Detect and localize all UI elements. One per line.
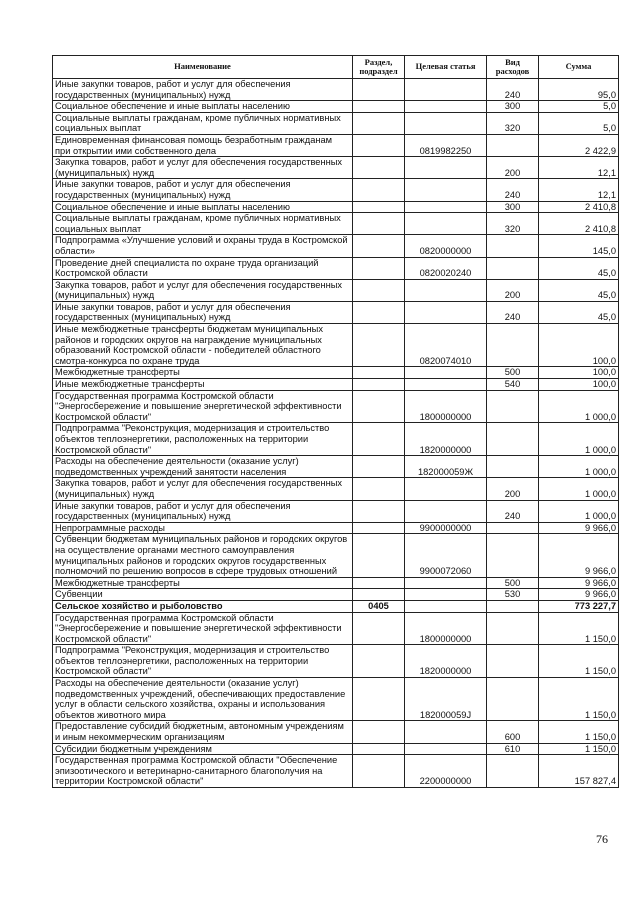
row-sum: 95,0 (539, 79, 619, 101)
header-kind: Вид расходов (487, 56, 539, 79)
table-row (53, 301, 619, 323)
row-kind: 240 (487, 179, 539, 201)
row-name: Межбюджетные трансферты (53, 367, 353, 379)
row-kind (487, 522, 539, 534)
table-row (53, 213, 619, 235)
table-row (53, 279, 619, 301)
row-target (405, 112, 487, 134)
row-sum: 9 966,0 (539, 534, 619, 577)
row-name: Иные закупки товаров, работ и услуг для обеспечения государственных (муниципальных) нужд (53, 79, 353, 101)
table-row (53, 157, 619, 179)
row-sum: 5,0 (539, 112, 619, 134)
row-kind (487, 390, 539, 423)
row-target: 0819982250 (405, 134, 487, 156)
row-name: Закупка товаров, работ и услуг для обеспечения государственных (муниципальных) нужд (53, 157, 353, 179)
row-sum: 1 000,0 (539, 456, 619, 478)
row-target: 1820000000 (405, 645, 487, 678)
header-target: Целевая статья (405, 56, 487, 79)
row-target: 0820074010 (405, 324, 487, 367)
row-section (353, 235, 405, 257)
table-row (53, 577, 619, 589)
header-section: Раздел, подраздел (353, 56, 405, 79)
row-target (405, 301, 487, 323)
budget-table (52, 55, 619, 788)
row-section (353, 577, 405, 589)
row-name: Иные закупки товаров, работ и услуг для обеспечения государственных (муниципальных) нужд (53, 301, 353, 323)
row-target (405, 367, 487, 379)
row-section (353, 534, 405, 577)
row-sum: 1 150,0 (539, 678, 619, 721)
row-kind (487, 423, 539, 456)
row-kind: 320 (487, 112, 539, 134)
row-name: Непрограммные расходы (53, 522, 353, 534)
row-sum: 1 000,0 (539, 390, 619, 423)
row-section (353, 721, 405, 743)
row-target (405, 179, 487, 201)
row-sum: 1 150,0 (539, 743, 619, 755)
row-sum: 1 000,0 (539, 478, 619, 500)
row-name: Закупка товаров, работ и услуг для обеспечения государственных (муниципальных) нужд (53, 478, 353, 500)
row-kind: 240 (487, 79, 539, 101)
budget-table-container (52, 55, 618, 788)
table-row (53, 522, 619, 534)
row-target (405, 79, 487, 101)
row-name: Иные межбюджетные трансферты (53, 379, 353, 391)
row-name: Предоставление субсидий бюджетным, автономным учреждениям и иным некоммерческим организациям (53, 721, 353, 743)
row-name: Подпрограмма "Реконструкция, модернизация и строительство объектов теплоэнергетики, расположенных на территории Костромской области" (53, 645, 353, 678)
table-row (53, 600, 619, 612)
row-target (405, 721, 487, 743)
table-row (53, 179, 619, 201)
row-name: Социальное обеспечение и иные выплаты населению (53, 101, 353, 113)
row-name: Иные закупки товаров, работ и услуг для обеспечения государственных (муниципальных) нужд (53, 179, 353, 201)
row-section (353, 179, 405, 201)
row-kind (487, 134, 539, 156)
row-kind: 530 (487, 589, 539, 601)
row-name: Субвенции (53, 589, 353, 601)
table-row (53, 390, 619, 423)
row-kind: 200 (487, 157, 539, 179)
table-row (53, 534, 619, 577)
row-section (353, 743, 405, 755)
row-name: Межбюджетные трансферты (53, 577, 353, 589)
row-kind: 600 (487, 721, 539, 743)
row-target: 1820000000 (405, 423, 487, 456)
table-row (53, 379, 619, 391)
row-section (353, 201, 405, 213)
table-row (53, 743, 619, 755)
row-kind: 200 (487, 478, 539, 500)
header-sum: Сумма (539, 56, 619, 79)
table-row (53, 500, 619, 522)
table-row (53, 755, 619, 788)
row-kind (487, 324, 539, 367)
row-target: 0820020240 (405, 257, 487, 279)
row-name: Социальные выплаты гражданам, кроме публичных нормативных социальных выплат (53, 213, 353, 235)
row-name: Иные межбюджетные трансферты бюджетам муниципальных районов и городских округов на награждение муниципальных образований Костромской области - победителей областного смотра-конкурса по охране труда (53, 324, 353, 367)
row-section (353, 589, 405, 601)
row-name: Подпрограмма "Реконструкция, модернизация и строительство объектов теплоэнергетики, расположенных на территории Костромской области" (53, 423, 353, 456)
table-row (53, 589, 619, 601)
row-kind: 240 (487, 301, 539, 323)
row-name: Расходы на обеспечение деятельности (оказание услуг) подведомственных учреждений занятости населения (53, 456, 353, 478)
row-name: Социальное обеспечение и иные выплаты населению (53, 201, 353, 213)
row-section (353, 101, 405, 113)
row-sum: 9 966,0 (539, 522, 619, 534)
row-target (405, 201, 487, 213)
row-sum: 5,0 (539, 101, 619, 113)
row-kind (487, 257, 539, 279)
row-name: Проведение дней специалиста по охране труда организаций Костромской области (53, 257, 353, 279)
row-section (353, 379, 405, 391)
row-target (405, 379, 487, 391)
row-sum: 9 966,0 (539, 577, 619, 589)
row-name: Подпрограмма «Улучшение условий и охраны труда в Костромской области» (53, 235, 353, 257)
row-sum: 157 827,4 (539, 755, 619, 788)
row-sum: 1 000,0 (539, 423, 619, 456)
table-row (53, 456, 619, 478)
table-row (53, 112, 619, 134)
row-name: Социальные выплаты гражданам, кроме публичных нормативных социальных выплат (53, 112, 353, 134)
row-name: Закупка товаров, работ и услуг для обеспечения государственных (муниципальных) нужд (53, 279, 353, 301)
row-kind: 610 (487, 743, 539, 755)
table-row (53, 101, 619, 113)
row-target: 9900000000 (405, 522, 487, 534)
row-target: 1800000000 (405, 390, 487, 423)
row-target (405, 589, 487, 601)
table-row (53, 423, 619, 456)
row-kind: 320 (487, 213, 539, 235)
row-name: Расходы на обеспечение деятельности (оказание услуг) подведомственных учреждений, обеспечивающих предоставление услуг в области сельского хозяйства, охраны и использования объектов животного мира (53, 678, 353, 721)
table-row (53, 678, 619, 721)
row-kind: 300 (487, 201, 539, 213)
table-row (53, 235, 619, 257)
table-row (53, 201, 619, 213)
row-sum: 12,1 (539, 179, 619, 201)
row-target (405, 157, 487, 179)
row-target (405, 500, 487, 522)
row-kind (487, 645, 539, 678)
row-kind (487, 456, 539, 478)
row-target (405, 577, 487, 589)
row-sum: 100,0 (539, 367, 619, 379)
row-sum: 12,1 (539, 157, 619, 179)
row-kind: 300 (487, 101, 539, 113)
row-sum: 145,0 (539, 235, 619, 257)
table-row (53, 645, 619, 678)
row-section (353, 112, 405, 134)
row-section (353, 367, 405, 379)
row-section (353, 79, 405, 101)
row-target (405, 213, 487, 235)
row-target (405, 743, 487, 755)
row-section: 0405 (353, 600, 405, 612)
row-sum: 773 227,7 (539, 600, 619, 612)
row-name: Государственная программа Костромской области "Энергосбережение и повышение энергетической эффективности Костромской области" (53, 612, 353, 645)
row-sum: 100,0 (539, 379, 619, 391)
row-kind (487, 600, 539, 612)
row-section (353, 390, 405, 423)
row-kind (487, 612, 539, 645)
row-name: Субсидии бюджетным учреждениям (53, 743, 353, 755)
row-name: Государственная программа Костромской области "Энергосбережение и повышение энергетической эффективности Костромской области" (53, 390, 353, 423)
row-kind (487, 235, 539, 257)
row-section (353, 456, 405, 478)
row-sum: 45,0 (539, 257, 619, 279)
row-sum: 100,0 (539, 324, 619, 367)
row-target (405, 279, 487, 301)
table-row (53, 134, 619, 156)
row-sum: 9 966,0 (539, 589, 619, 601)
table-row (53, 324, 619, 367)
row-target (405, 600, 487, 612)
row-section (353, 612, 405, 645)
row-kind: 500 (487, 577, 539, 589)
row-kind (487, 678, 539, 721)
header-name: Наименование (53, 56, 353, 79)
table-body (53, 79, 619, 788)
row-name: Сельское хозяйство и рыболовство (53, 600, 353, 612)
row-section (353, 134, 405, 156)
row-kind: 200 (487, 279, 539, 301)
row-section (353, 500, 405, 522)
row-target: 2200000000 (405, 755, 487, 788)
row-sum: 2 410,8 (539, 201, 619, 213)
row-sum: 1 150,0 (539, 645, 619, 678)
row-kind: 540 (487, 379, 539, 391)
row-section (353, 157, 405, 179)
row-target: 182000059Ж (405, 456, 487, 478)
row-kind (487, 755, 539, 788)
row-name: Единовременная финансовая помощь безработным гражданам при открытии ими собственного дела (53, 134, 353, 156)
row-kind: 240 (487, 500, 539, 522)
row-target: 1800000000 (405, 612, 487, 645)
row-target (405, 101, 487, 113)
row-name: Иные закупки товаров, работ и услуг для обеспечения государственных (муниципальных) нужд (53, 500, 353, 522)
row-name: Государственная программа Костромской области "Обеспечение эпизоотического и ветеринарно-санитарного благополучия на территории Костромской области" (53, 755, 353, 788)
row-name: Субвенции бюджетам муниципальных районов и городских округов на осуществление органами местного самоуправления муниципальных районов и городских округов государственных полномочий по решению вопросов в сфере трудовых отношений (53, 534, 353, 577)
row-section (353, 478, 405, 500)
row-sum: 1 150,0 (539, 612, 619, 645)
row-sum: 1 000,0 (539, 500, 619, 522)
row-section (353, 257, 405, 279)
row-section (353, 301, 405, 323)
page-number: 76 (596, 832, 608, 846)
row-sum: 45,0 (539, 301, 619, 323)
table-header-row (53, 56, 619, 79)
row-kind: 500 (487, 367, 539, 379)
row-sum: 2 422,9 (539, 134, 619, 156)
row-section (353, 755, 405, 788)
table-row (53, 478, 619, 500)
row-section (353, 279, 405, 301)
row-kind (487, 534, 539, 577)
row-target: 0820000000 (405, 235, 487, 257)
row-sum: 1 150,0 (539, 721, 619, 743)
row-target (405, 478, 487, 500)
table-row (53, 721, 619, 743)
table-row (53, 367, 619, 379)
row-section (353, 423, 405, 456)
row-section (353, 645, 405, 678)
table-row (53, 257, 619, 279)
table-row (53, 79, 619, 101)
row-section (353, 522, 405, 534)
row-target: 182000059J (405, 678, 487, 721)
table-row (53, 612, 619, 645)
row-section (353, 324, 405, 367)
row-section (353, 213, 405, 235)
row-sum: 2 410,8 (539, 213, 619, 235)
row-target: 9900072060 (405, 534, 487, 577)
row-section (353, 678, 405, 721)
row-sum: 45,0 (539, 279, 619, 301)
